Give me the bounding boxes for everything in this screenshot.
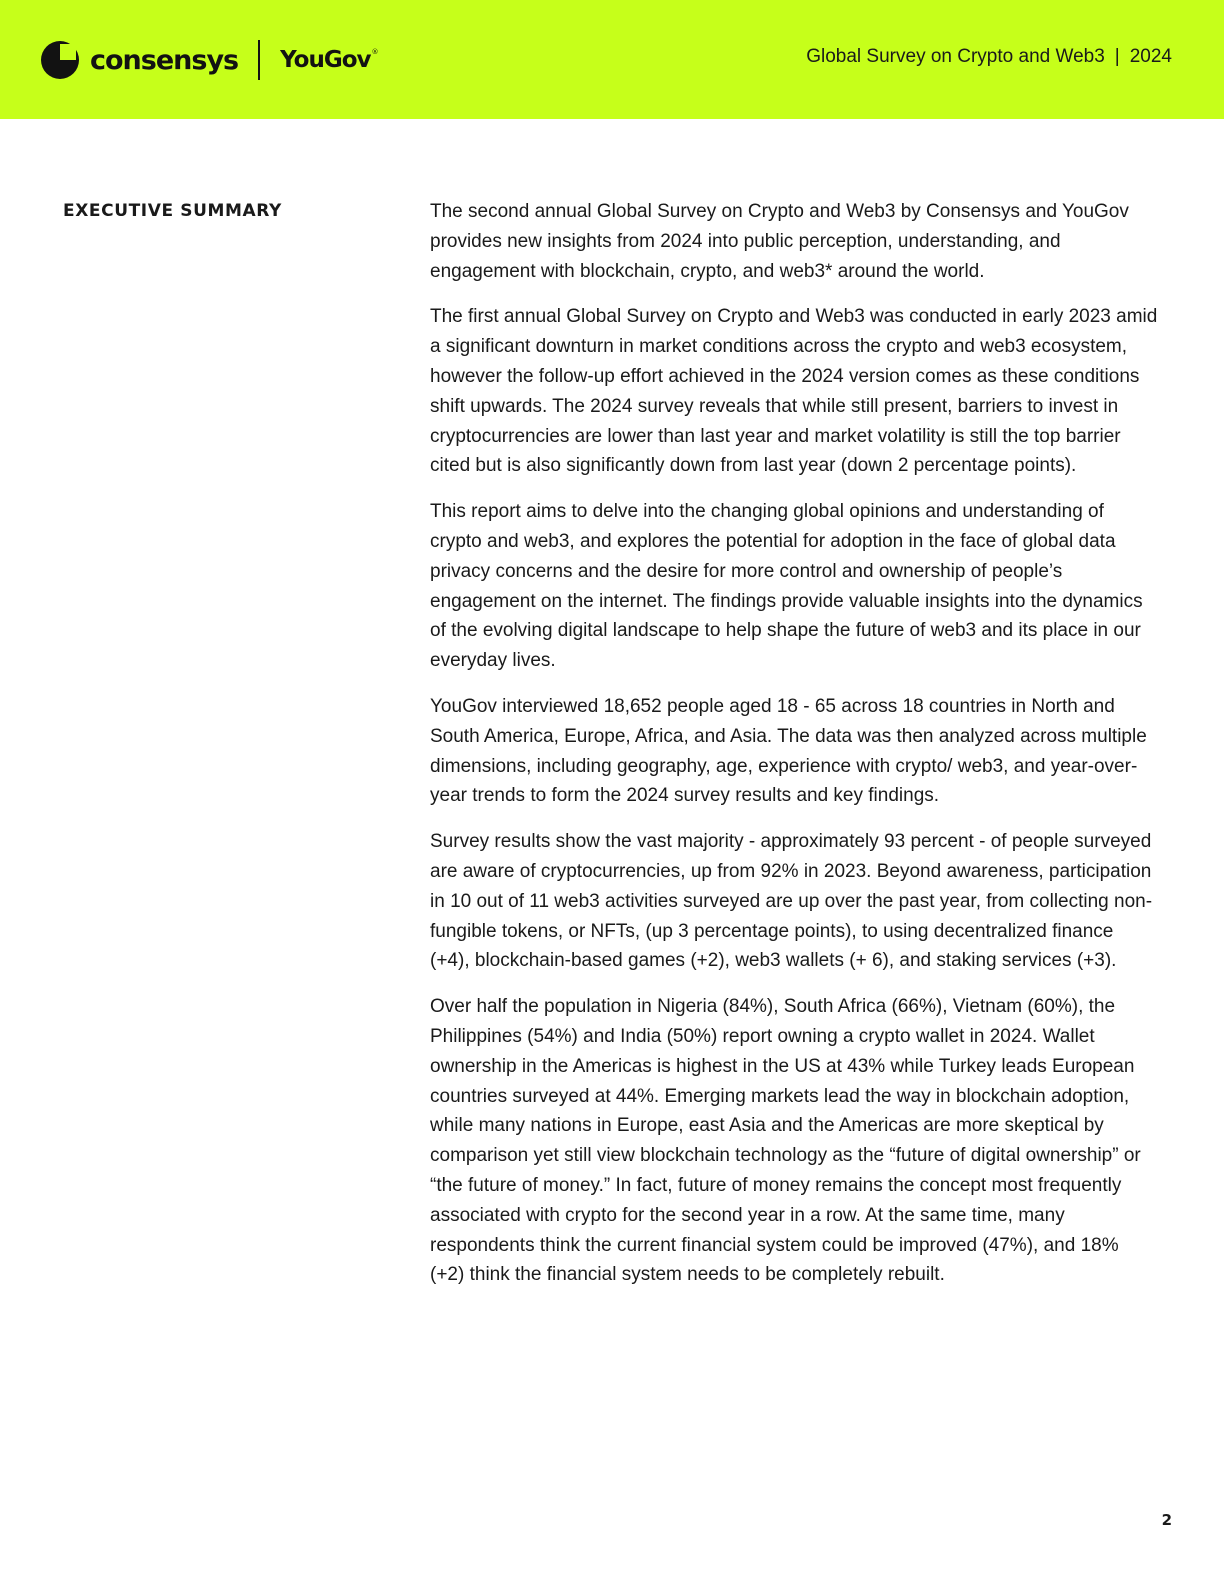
- paragraph: Survey results show the vast majority - approximately 93 percent - of people surveyed are aware of cryptocurrencies, up from 92% in 2023. Beyond awareness, participation in 10 out of 11 web3 activities surveyed are up over the past year, from collecting non-fungible tokens, or NFTs, (up 3 percentage points), to using decentralized finance (+4), blockchain-based games (+2), web3 wallets (+ 6), and staking services (+3).: [430, 831, 1153, 972]
- body-text: [430, 197, 1158, 1306]
- yougov-text: YouGov: [280, 46, 371, 73]
- consensys-logo-icon: [40, 40, 80, 80]
- report-year: 2024: [1129, 46, 1172, 67]
- paragraph: The second annual Global Survey on Crypto and Web3 by Consensys and YouGov provides new insights from 2024 into public perception, understanding, and engagement with blockchain, crypto, and web3* around the world.: [430, 201, 1129, 282]
- report-title-bar: [806, 46, 1172, 68]
- title-separator: |: [1114, 46, 1120, 67]
- logo-divider: [258, 40, 260, 80]
- section-heading: EXECUTIVE SUMMARY: [63, 201, 282, 221]
- report-title: Global Survey on Crypto and Web3: [806, 46, 1105, 67]
- page-header: [0, 0, 1224, 119]
- yougov-wordmark: [280, 46, 378, 73]
- paragraph: YouGov interviewed 18,652 people aged 18 - 65 across 18 countries in North and South America, Europe, Africa, and Asia. The data was then analyzed across multiple dimensions, including geography, age, experience with crypto/ web3, and year-over-year trends to form the 2024 survey results and key findings.: [430, 695, 1147, 807]
- logo-group: [40, 38, 378, 82]
- registered-mark: ®: [371, 47, 378, 56]
- page-number: 2: [1161, 1511, 1172, 1529]
- consensys-wordmark: consensys: [90, 44, 239, 76]
- paragraph: Over half the population in Nigeria (84%), South Africa (66%), Vietnam (60%), the Philippines (54%) and India (50%) report owning a crypto wallet in 2024. Wallet ownership in the Americas is highest in the US at 43% while Turkey leads European countries surveyed at 44%. Emerging markets lead the way in blockchain adoption, while many nations in Europe, east Asia and the Americas are more skeptical by comparison yet still view blockchain technology as the “future of digital ownership” or “the future of money.” In fact, future of money remains the concept most frequently associated with crypto for the second year in a row. At the same time, many respondents think the current financial system could be improved (47%), and 18% (+2) think the financial system needs to be completely rebuilt.: [430, 996, 1141, 1286]
- paragraph: The first annual Global Survey on Crypto and Web3 was conducted in early 2023 amid a significant downturn in market conditions across the crypto and web3 ecosystem, however the follow-up effort achieved in the 2024 version comes as these conditions shift upwards. The 2024 survey reveals that while still present, barriers to invest in cryptocurrencies are lower than last year and market volatility is still the top barrier cited but is also significantly down from last year (down 2 percentage points).: [430, 306, 1158, 477]
- paragraph: This report aims to delve into the changing global opinions and understanding of crypto and web3, and explores the potential for adoption in the face of global data privacy concerns and the desire for more control and ownership of people’s engagement on the internet. The findings provide valuable insights into the dynamics of the evolving digital landscape to help shape the future of web3 and its place in our everyday lives.: [430, 501, 1143, 672]
